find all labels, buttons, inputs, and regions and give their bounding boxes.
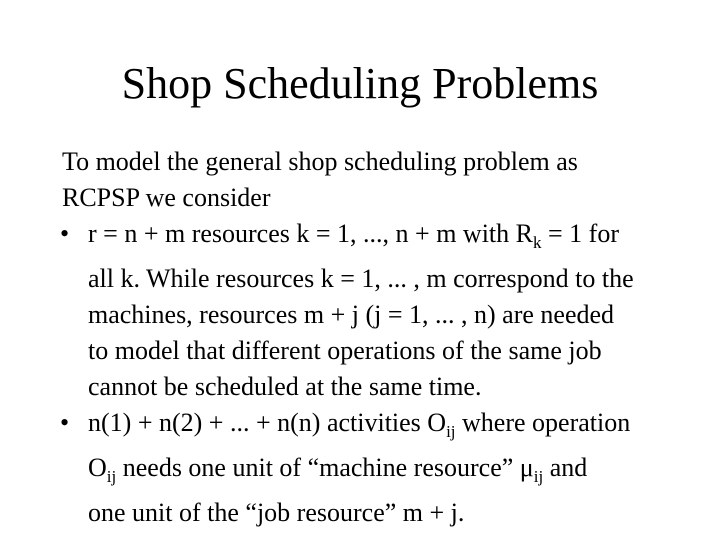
- bullet2-line-2: $O_{ij}$ needs one unit of “machine resource” $\mu_{ij}$ and: [88, 453, 588, 486]
- intro-line-2: RCPSP we consider: [62, 183, 271, 212]
- bullet1-line-1: r = n + m resources k = 1, ..., n + m with $R_k = 1$ for: [88, 219, 619, 252]
- bullet-icon: •: [60, 219, 70, 248]
- bullet-icon: •: [60, 408, 70, 437]
- bullet2-line-3: one unit of the “job resource” m + j.: [88, 498, 465, 527]
- bullet2-line-1: n(1) + n(2) + ... + n(n) activities $O_{ij}$ where operation: [88, 408, 631, 441]
- slide-title: Shop Scheduling Problems: [121, 59, 599, 108]
- bullet1-line-5: cannot be scheduled at the same time.: [88, 372, 482, 401]
- bullet1-line-3: machines, resources m + j (j = 1, ... , n) are needed: [88, 300, 615, 329]
- bullet-activities: [62, 405, 702, 531]
- bullet1-line-2: all k. While resources k = 1, ... , m correspond to the: [88, 264, 634, 293]
- bullet1-line-4: to model that different operations of the same job: [88, 336, 602, 365]
- slide-body: [62, 144, 702, 531]
- intro-line-1: To model the general shop scheduling problem as: [62, 147, 578, 176]
- bullet-resources: [62, 216, 702, 405]
